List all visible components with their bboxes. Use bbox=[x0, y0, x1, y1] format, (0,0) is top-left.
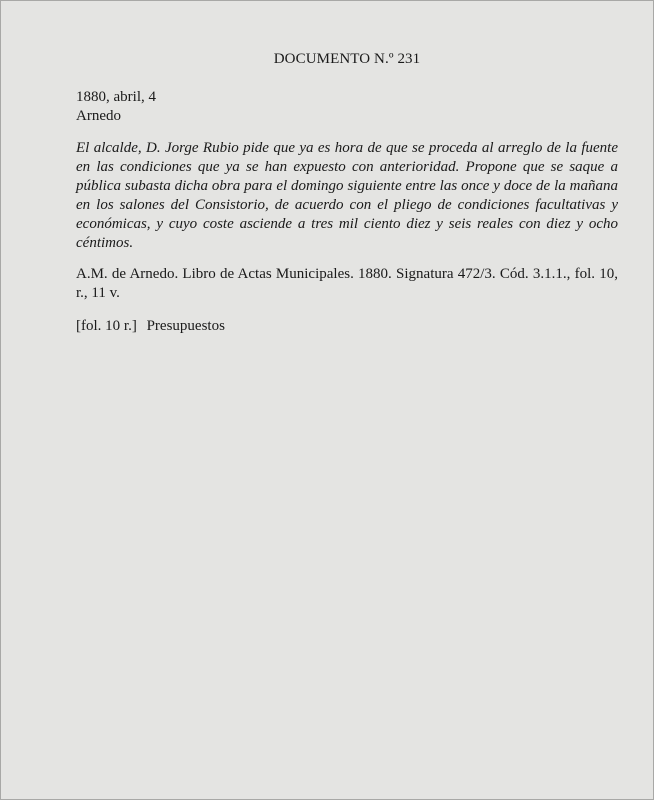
folio-line bbox=[76, 317, 618, 336]
document-source: A.M. de Arnedo. Libro de Actas Municipales. 1880. Signatura 472/3. Cód. 3.1.1., fol. 10, r., 11 v. bbox=[76, 266, 618, 301]
folio-marker: [fol. 10 r.] bbox=[76, 318, 137, 334]
document-summary: El alcalde, D. Jorge Rubio pide que ya es hora de que se proceda al arreglo de la fuente en las condiciones que ya se han expuesto con anterioridad. Propone que se saque a pública subasta dicha obra para el domingo siguiente entre las once y doce de la mañana en los salones del Consistorio, de acuerdo con el pliego de condiciones facultativas y económicas, y cuyo coste asciende a tres mil ciento diez y seis reales con diez y ocho céntimos. bbox=[76, 140, 618, 251]
document-date: 1880, abril, 4 bbox=[76, 89, 156, 105]
document-title: DOCUMENTO N.º 231 bbox=[273, 51, 421, 67]
folio-text: Presupuestos bbox=[146, 318, 225, 334]
document-place: Arnedo bbox=[76, 108, 121, 124]
